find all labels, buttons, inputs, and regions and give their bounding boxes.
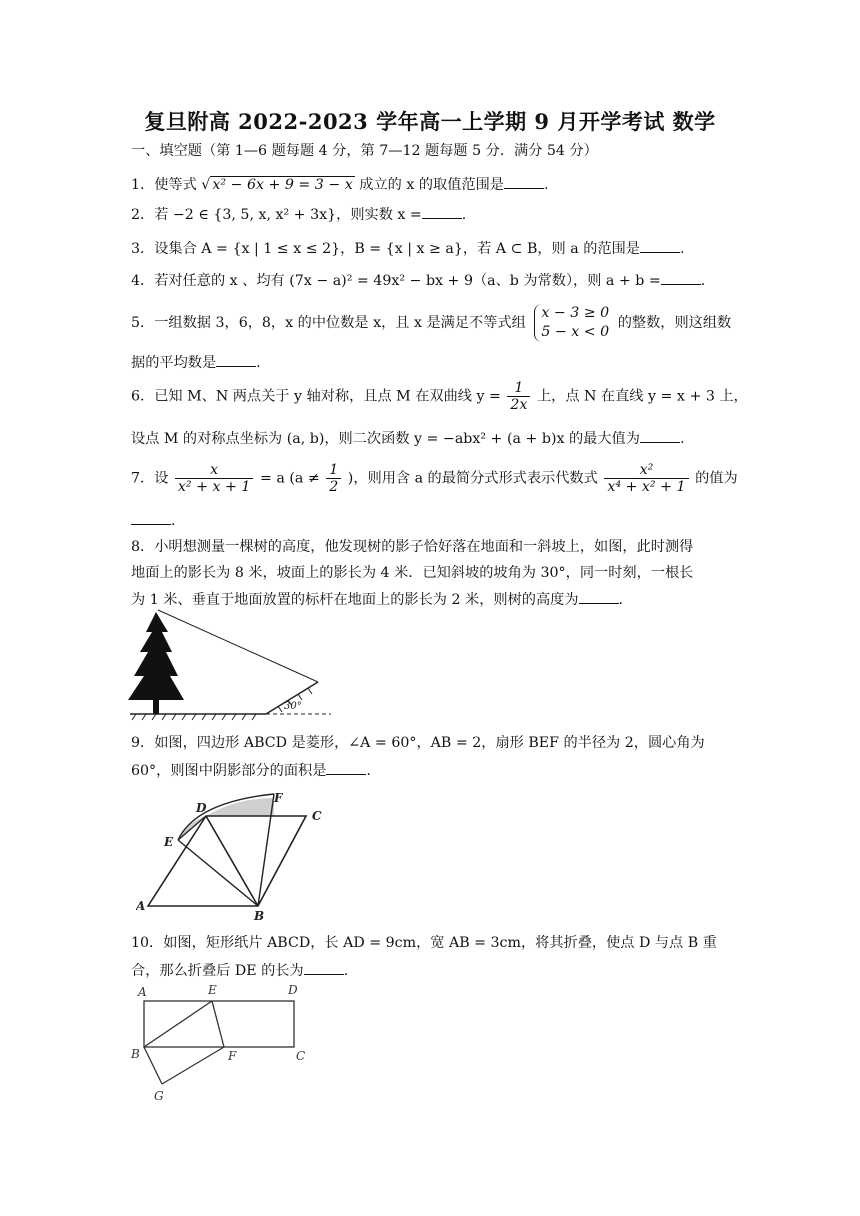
fold-line-EF	[212, 1001, 224, 1047]
period: .	[461, 207, 467, 223]
tree-slope-figure	[126, 606, 346, 722]
q7-suffix: 的值为	[695, 470, 738, 487]
q6-prefix: 6．已知 M、N 两点关于 y 轴对称，且点 M 在双曲线 y =	[131, 388, 501, 405]
q5-prefix: 5．一组数据 3，6，8，x 的中位数是 x，且 x 是满足不等式组	[131, 315, 526, 331]
q1-suffix: 成立的 x 的取值范围是	[359, 177, 504, 193]
question-9-line-1: 9．如图，四边形 ABCD 是菱形，∠A = 60°，AB = 2，扇形 BEF 的半径为 2，圆心角为	[131, 735, 705, 751]
q6-fraction	[507, 380, 530, 413]
question-9-line-2	[131, 760, 371, 781]
rhombus-sector-figure	[136, 788, 336, 924]
q7-fraction-2	[326, 462, 341, 495]
q1-expression: x² − 6x + 9 = 3 − x	[212, 177, 353, 193]
answer-blank	[216, 352, 256, 367]
q7-prefix: 7．设	[131, 470, 169, 487]
segment-GF	[162, 1047, 224, 1084]
sun-ray-line	[158, 610, 318, 682]
numerator: x	[175, 462, 254, 479]
q7-fraction-3	[604, 462, 688, 495]
q6-line2: 设点 M 的对称点坐标为 (a, b)，则二次函数 y = −abx² + (a + b)x 的最大值为	[131, 431, 640, 447]
q7-fraction-1	[175, 462, 254, 495]
label-C: C	[296, 1049, 306, 1063]
denominator: 2	[329, 479, 339, 495]
question-7	[131, 462, 738, 495]
period: .	[343, 963, 349, 979]
label-E: E	[164, 835, 174, 849]
label-A: A	[138, 985, 147, 999]
question-5-line-2	[131, 352, 261, 373]
question-10-line-1: 10．如图，矩形纸片 ABCD，长 AD = 9cm，宽 AB = 3cm，将其折叠，使点 D 与点 B 重	[131, 935, 717, 951]
diagonal-BD	[206, 816, 258, 906]
denominator: 2x	[510, 397, 528, 413]
period: .	[618, 592, 624, 608]
question-1	[131, 174, 549, 195]
angle-label: 30°	[284, 701, 302, 712]
exam-title: 复旦附高 2022-2023 学年高一上学期 9 月开学考试 数学	[144, 109, 716, 134]
q8-line3: 为 1 米、垂直于地面放置的标杆在地面上的影长为 2 米，则树的高度为	[131, 592, 579, 608]
label-E: E	[208, 983, 217, 997]
label-A: A	[136, 899, 146, 913]
folded-rectangle-figure	[128, 980, 328, 1110]
label-C: C	[312, 809, 322, 823]
question-6-line-2	[131, 428, 684, 449]
answer-blank	[504, 174, 544, 189]
answer-blank	[640, 238, 680, 253]
period: .	[543, 177, 549, 193]
q3-text: 3．设集合 A = {x | 1 ≤ x ≤ 2}，B = {x | x ≥ a}，若 A ⊂ B，则 a 的范围是	[131, 241, 640, 257]
question-10-line-2	[131, 960, 348, 981]
inequality-2: 5 − x < 0	[541, 324, 610, 340]
q6-suffix: 上，点 N 在直线 y = x + 3 上，	[536, 388, 748, 405]
numerator: 1	[507, 380, 530, 397]
label-B: B	[131, 1047, 140, 1061]
answer-blank	[661, 270, 701, 285]
ground-hatch	[132, 714, 256, 720]
rectangle-ABCD	[144, 1001, 294, 1047]
answer-blank	[640, 428, 680, 443]
period: .	[366, 763, 371, 779]
question-3	[131, 238, 685, 259]
segment-BG	[144, 1047, 162, 1084]
question-6	[131, 380, 748, 413]
period: .	[171, 513, 176, 529]
q10-line2: 合，那么折叠后 DE 的长为	[131, 963, 304, 979]
sqrt-symbol: √	[201, 177, 211, 193]
inequality-1: x − 3 ≥ 0	[541, 305, 610, 321]
answer-blank	[579, 589, 619, 604]
answer-blank	[422, 204, 462, 219]
inequality-system	[534, 304, 609, 342]
label-B: B	[254, 909, 265, 923]
answer-blank	[304, 960, 344, 975]
label-D: D	[196, 801, 207, 815]
segment-BE	[144, 1001, 212, 1047]
label-F: F	[274, 791, 283, 805]
question-7-line-2	[131, 510, 176, 531]
q5-line2: 据的平均数是	[131, 355, 217, 371]
period: .	[679, 431, 685, 447]
period: .	[256, 355, 261, 371]
period: .	[679, 241, 685, 257]
denominator: x⁴ + x² + 1	[607, 479, 686, 495]
question-8-line-2: 地面上的影长为 8 米，坡面上的影长为 4 米．已知斜坡的坡角为 30°，同一时刻，一根长	[131, 565, 694, 581]
question-5	[131, 304, 731, 342]
numerator: x²	[604, 462, 688, 479]
label-G: G	[154, 1089, 164, 1103]
radius-BE	[178, 840, 258, 906]
answer-blank	[326, 760, 366, 775]
section-heading: 一、填空题（第 1—6 题每题 4 分，第 7—12 题每题 5 分．满分 54 分）	[131, 143, 598, 159]
q5-suffix: 的整数，则这组数	[617, 315, 732, 331]
rhombus-ABCD	[148, 816, 306, 906]
q7-middle: = a (a ≠	[259, 470, 320, 487]
q1-prefix: 1．使等式	[131, 177, 197, 193]
question-4	[131, 270, 705, 291]
answer-blank	[131, 510, 171, 525]
tree-icon	[128, 612, 184, 714]
label-D: D	[288, 983, 298, 997]
question-2	[131, 204, 466, 225]
q9-line2: 60°，则图中阴影部分的面积是	[131, 763, 327, 779]
q2-text: 2．若 −2 ∈ {3, 5, x, x² + 3x}，则实数 x =	[131, 207, 422, 223]
label-F: F	[228, 1049, 237, 1063]
period: .	[700, 273, 706, 289]
numerator: 1	[326, 462, 341, 479]
q4-text: 4．若对任意的 x 、均有 (7x − a)² = 49x² − bx + 9（a、b 为常数），则 a + b =	[131, 273, 661, 289]
q7-middle-2: )，则用含 a 的最简分式形式表示代数式	[347, 470, 598, 487]
question-8-line-1: 8．小明想测量一棵树的高度，他发现树的影子恰好落在地面和一斜坡上，如图，此时测得	[131, 539, 694, 555]
denominator: x² + x + 1	[177, 479, 251, 495]
